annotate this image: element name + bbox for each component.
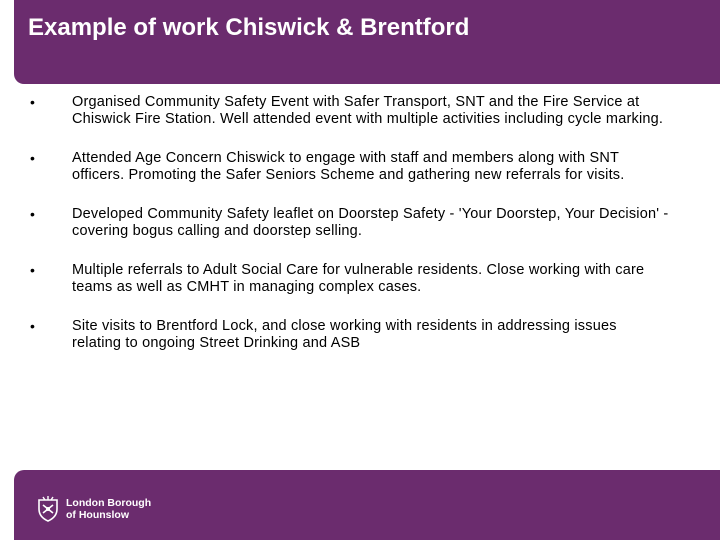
logo-line-1: London Borough [66,497,152,509]
logo-text [66,497,151,521]
header-banner [14,0,720,84]
bullet-marker: • [30,262,35,278]
bullet-marker: • [30,318,35,334]
bullet-item [30,206,670,240]
bullet-text: Site visits to Brentford Lock, and close working with residents in addressing issues relating to ongoing Street Drinking and ASB [72,318,617,351]
footer-banner [14,470,720,540]
bullet-marker: • [30,206,35,222]
bullet-text: Attended Age Concern Chiswick to engage with staff and members along with SNT officers. Promoting the Safer Seniors Scheme and gathering new referrals for visits. [72,150,625,183]
bullet-item [30,262,670,296]
bullet-text: Organised Community Safety Event with Safer Transport, SNT and the Fire Service at Chiswick Fire Station. Well attended event with multiple activities including cycle marking. [72,94,664,127]
bullet-item [30,150,670,184]
bullet-text: Multiple referrals to Adult Social Care for vulnerable residents. Close working with care teams as well as CMHT in managing complex cases. [72,262,645,295]
borough-logo [36,496,151,522]
bullet-marker: • [30,94,35,110]
slide-title: Example of work Chiswick & Brentford [28,14,470,41]
bullet-item [30,318,670,352]
bullet-item [30,94,670,128]
logo-line-2: of Hounslow [66,509,129,521]
bullet-marker: • [30,150,35,166]
bullet-list [30,94,670,374]
borough-crest-icon [36,496,60,522]
bullet-text: Developed Community Safety leaflet on Doorstep Safety - 'Your Doorstep, Your Decision' -covering bogus calling and doorstep selling. [72,206,669,239]
